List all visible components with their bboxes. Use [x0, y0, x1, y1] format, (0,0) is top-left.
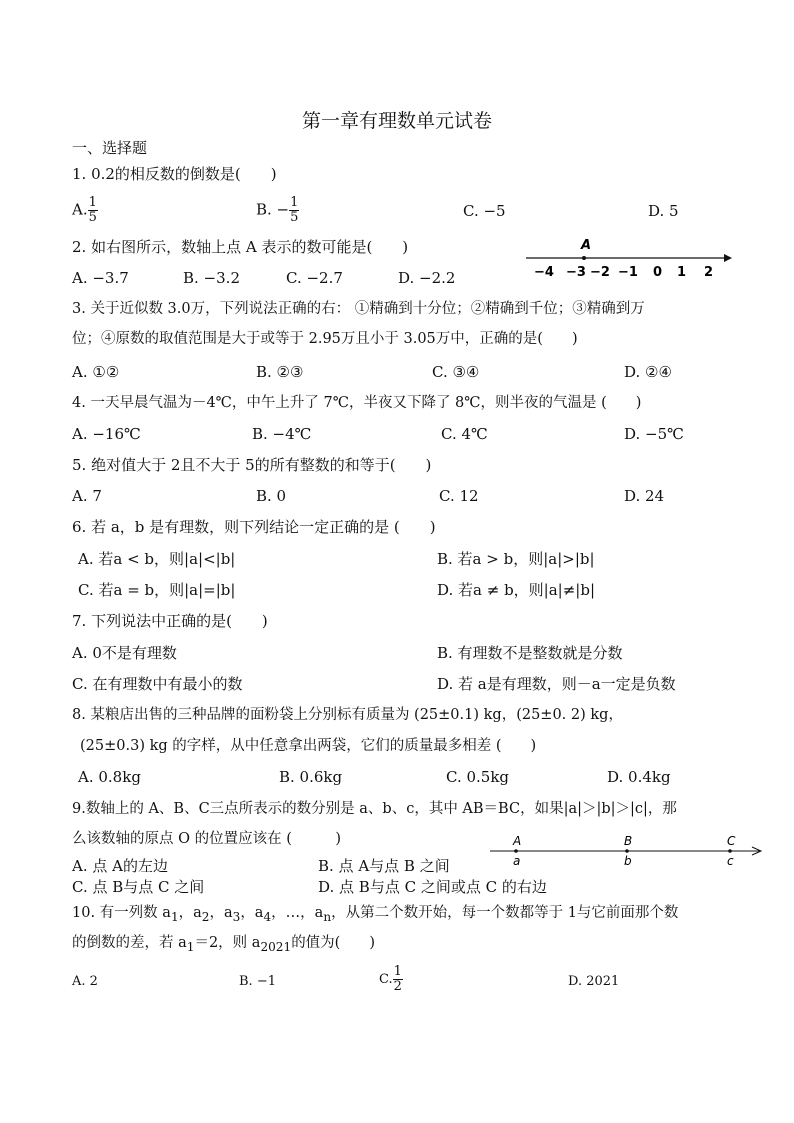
q8-stem-line1: 8. 某粮店出售的三种品牌的面粉袋上分别标有质量为 (25±0.1) kg，(25±0. 2) kg， [72, 707, 623, 723]
q2-point-a [582, 256, 586, 260]
q8-option-c: C. 0.5kg [446, 768, 510, 786]
q1-option-b [256, 196, 299, 225]
q10-stem-line1: 10. 有一列数 $a_1$，$a_2$，$a_3$，$a_4$，…，$a_n$，从第二个数开始，每一个数都等于 1与它前面那个数 [72, 905, 679, 924]
q10-stem-line2 [72, 933, 375, 957]
q5-option-a: A. 7 [72, 487, 102, 505]
q3-option-a: A. ①② [72, 363, 120, 381]
q2-option-c: C. −2.7 [286, 269, 343, 287]
q3-option-b: B. ②③ [256, 363, 304, 381]
q10-line2-sub1: 1 [186, 939, 195, 954]
q9-stem-line2: 么该数轴的原点 O 的位置应该在 ( ) [72, 831, 342, 847]
q9-point-a [514, 849, 518, 853]
q2-tick-label: 2 [704, 265, 714, 280]
q9-stem-line1: 9.数轴上的 A、B、C三点所表示的数分别是 a、b、c，其中 AB＝BC，如果|a|＞|b|＞|c|，那 [72, 801, 677, 817]
q1-stem: 1. 0.2的相反数的倒数是( ) [72, 165, 277, 183]
q1-a-fraction [88, 196, 98, 225]
q1-option-a [72, 196, 98, 225]
q3-stem-line1: 3. 关于近似数 3.0万，下列说法正确的右： ①精确到十分位；②精确到千位；③精确到万 [72, 301, 645, 317]
q2-tick-label: −2 [590, 265, 610, 280]
q7-stem: 7. 下列说法中正确的是( ) [72, 612, 268, 630]
q2-tick-label: −4 [534, 265, 554, 280]
q10-c-numerator: 1 [393, 964, 402, 979]
q2-tick-label: 1 [677, 265, 687, 280]
q10-c-prefix: C. [379, 972, 393, 987]
page-title: 第一章有理数单元试卷 [301, 110, 492, 132]
q4-option-d: D. −5℃ [624, 425, 684, 443]
q6-stem: 6. 若 a，b 是有理数，则下列结论一定正确的是 ( ) [72, 518, 436, 536]
q10-sub: n [323, 909, 332, 924]
q2-axis-arrow [724, 254, 732, 262]
q1-b-prefix: B. − [256, 200, 290, 219]
q1-a-prefix: A. [72, 200, 88, 219]
q9-lower-label-a: a [513, 854, 521, 868]
q9-upper-label-b: B [624, 834, 633, 848]
q1-b-numerator: 1 [290, 195, 299, 210]
q10-line1-pre: 10. 有一列数 a [72, 905, 171, 921]
q9-option-a: A. 点 A的左边 [72, 857, 168, 875]
q10-line2-sub2: 2021 [260, 939, 292, 954]
q5-option-c: C. 12 [439, 487, 479, 505]
q9-point-b [625, 849, 629, 853]
q9-upper-label-a: A [513, 834, 522, 848]
q7-option-c: C. 在有理数中有最小的数 [72, 675, 243, 693]
q9-option-b: B. 点 A与点 B 之间 [318, 857, 450, 875]
q10-option-a: A. 2 [72, 974, 98, 989]
q2-tick-label: 0 [653, 265, 663, 280]
q5-option-d: D. 24 [624, 487, 665, 505]
q8-option-a: A. 0.8kg [78, 768, 141, 786]
q10-option-b: B. −1 [239, 974, 276, 989]
q10-c-fraction [393, 965, 403, 994]
q9-option-d: D. 点 B与点 C 之间或点 C 的右边 [318, 878, 547, 896]
q6-option-d: D. 若a ≠ b，则|a|≠|b| [437, 581, 596, 599]
q10-sub: 1 [170, 909, 179, 924]
q5-stem: 5. 绝对值大于 2且不大于 5的所有整数的和等于( ) [72, 456, 432, 474]
q9-lower-label-b: b [624, 854, 632, 868]
q9-lower-label-c: c [727, 854, 734, 868]
q4-stem: 4. 一天早晨气温为－4℃，中午上升了 7℃，半夜又下降了 8℃，则半夜的气温是 ( ) [72, 395, 642, 411]
q1-option-d: D. 5 [648, 202, 679, 220]
q4-option-a: A. −16℃ [72, 425, 141, 443]
q4-option-c: C. 4℃ [441, 425, 488, 443]
q8-stem-line2: (25±0.3) kg 的字样，从中任意拿出两袋，它们的质量最多相差 ( ) [80, 738, 537, 754]
q2-tick-label: −1 [618, 265, 638, 280]
q10-option-d: D. 2021 [568, 974, 620, 989]
q10-line2-post: 的值为( ) [291, 935, 376, 951]
q10-option-c [379, 965, 403, 994]
q2-option-a: A. −3.7 [72, 269, 129, 287]
q9-point-c [728, 849, 732, 853]
q2-number-line-figure [520, 232, 740, 282]
q1-b-fraction [289, 196, 299, 225]
q6-option-a: A. 若a < b，则|a|<|b| [78, 550, 236, 568]
q9-number-line-figure [488, 830, 770, 872]
q10-line2-pre: 的倒数的差，若 a [72, 935, 187, 951]
q10-line1-post: ，从第二个数开始，每一个数都等于 1与它前面那个数 [331, 905, 679, 921]
q8-option-b: B. 0.6kg [279, 768, 343, 786]
q6-option-b: B. 若a > b，则|a|>|b| [437, 550, 595, 568]
section-heading: 一、选择题 [72, 139, 148, 157]
q2-option-d: D. −2.2 [398, 269, 456, 287]
q7-option-b: B. 有理数不是整数就是分数 [437, 644, 623, 662]
q3-stem-line2: 位；④原数的取值范围是大于或等于 2.95万且小于 3.05万中，正确的是( ) [72, 331, 578, 347]
q3-option-d: D. ②④ [624, 363, 672, 381]
q10-sub: 3 [232, 909, 241, 924]
q10-c-denominator: 2 [393, 979, 402, 994]
q9-upper-label-c: C [727, 834, 736, 848]
q2-tick-label: −3 [566, 265, 586, 280]
q1-a-denominator: 5 [88, 210, 97, 225]
q8-option-d: D. 0.4kg [607, 768, 671, 786]
q3-option-c: C. ③④ [432, 363, 480, 381]
q9-option-c: C. 点 B与点 C 之间 [72, 878, 205, 896]
q4-option-b: B. −4℃ [252, 425, 312, 443]
q10-sub: 2 [201, 909, 210, 924]
q5-option-b: B. 0 [256, 487, 287, 505]
q1-option-c: C. −5 [463, 202, 506, 220]
q6-option-c: C. 若a = b，则|a|=|b| [78, 581, 236, 599]
q10-sub: 4 [263, 909, 272, 924]
q2-option-b: B. −3.2 [183, 269, 240, 287]
q1-a-numerator: 1 [88, 195, 97, 210]
q1-b-denominator: 5 [290, 210, 299, 225]
q2-stem: 2. 如右图所示，数轴上点 A 表示的数可能是( ) [72, 238, 409, 256]
q10-line2-mid: ＝2，则 a [194, 935, 261, 951]
q2-point-a-label: A [581, 238, 592, 253]
q7-option-a: A. 0不是有理数 [72, 644, 177, 662]
q7-option-d: D. 若 a是有理数，则－a一定是负数 [437, 675, 676, 693]
